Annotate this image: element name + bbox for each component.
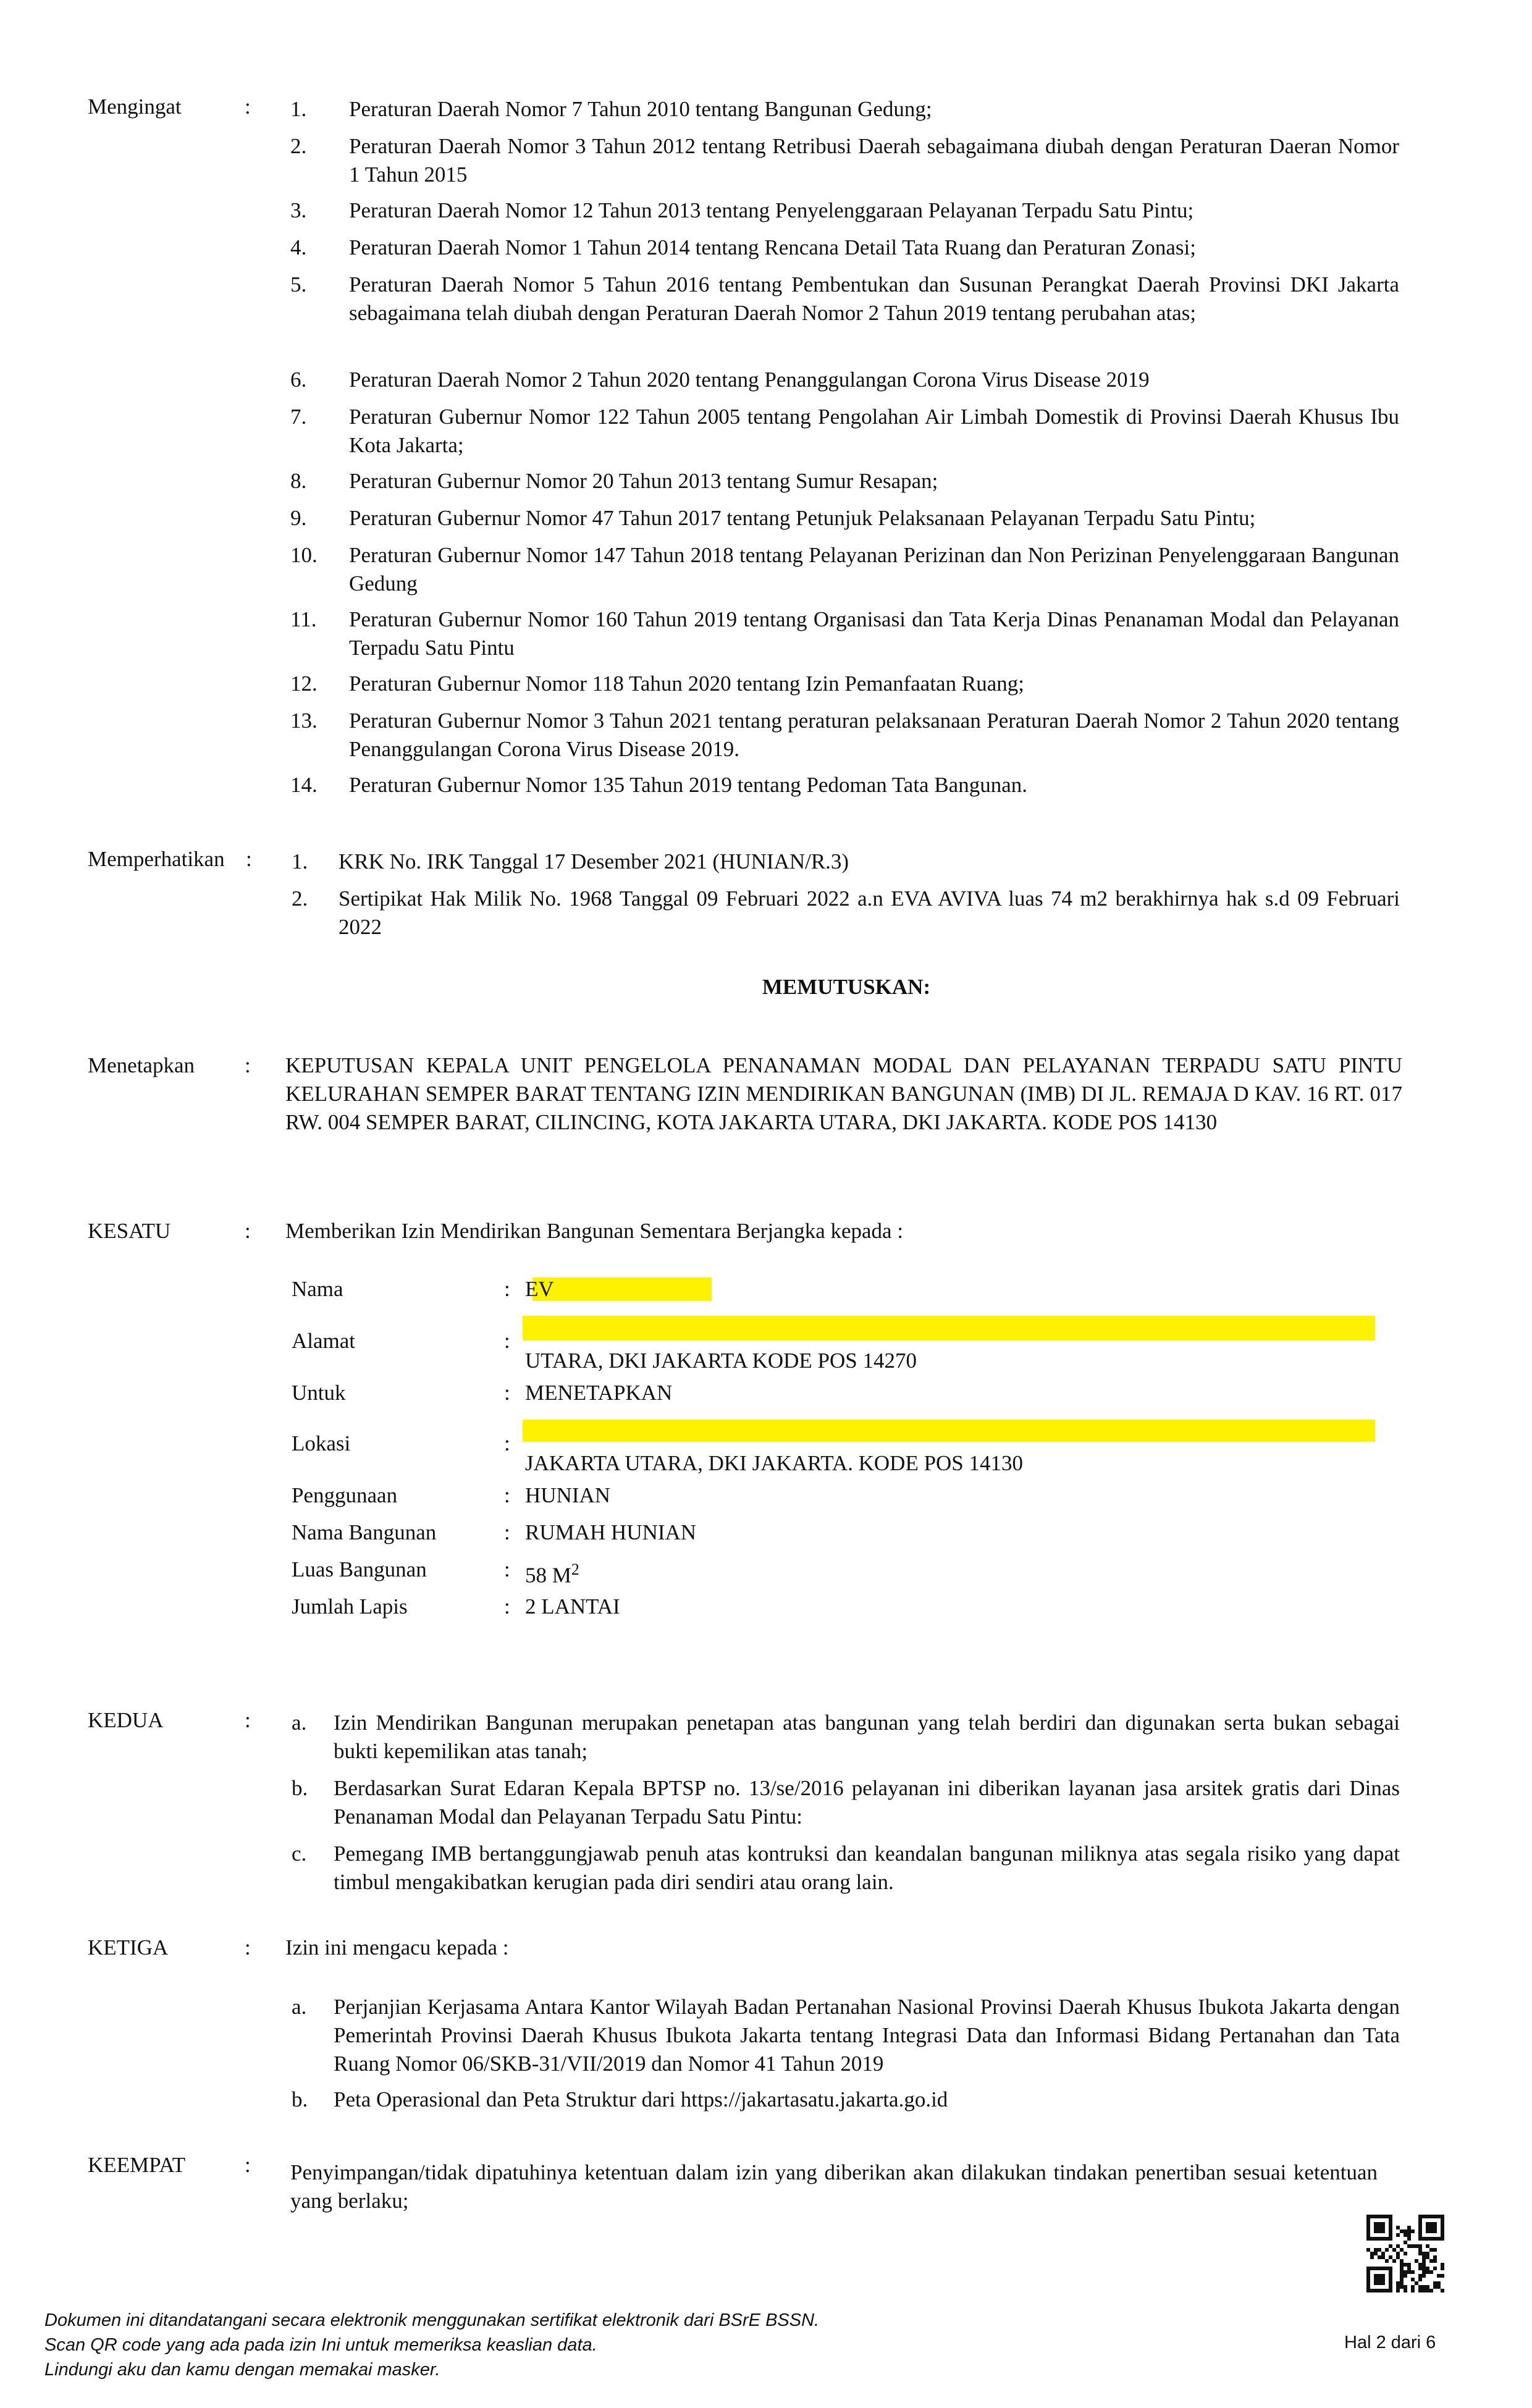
memperhatikan-colon: : [246, 847, 252, 871]
mengingat-item-text: Peraturan Daerah Nomor 7 Tahun 2010 tentang Bangunan Gedung; [349, 97, 932, 121]
field-value [525, 1449, 1023, 1478]
ketiga-intro: Izin ini mengacu kepada : [285, 1935, 509, 1960]
field-value [525, 1518, 696, 1547]
ketiga-item-text: Perjanjian Kerjasama Antara Kantor Wilayah Badan Pertanahan Nasional Provinsi Daerah Khusus Ibukota Jakarta dengan Pemerintah Provinsi Daerah Khusus Ibukota Jakarta tentang Integrasi Data dan Informasi Bidang Pertanahan dan Tata Ruang Nomor 06/SKB-31/VII/2019 dan Nomor 41 Tahun 2019 [334, 1995, 1400, 2076]
memperhatikan-item-number: 2. [292, 886, 308, 911]
mengingat-item-text: Peraturan Gubernur Nomor 47 Tahun 2017 tentang Petunjuk Pelaksanaan Pelayanan Terpadu Satu Pintu; [349, 506, 1256, 530]
kesatu-colon: : [245, 1219, 251, 1243]
field-value [525, 1275, 554, 1303]
field-label: Lokasi [292, 1431, 351, 1455]
field-colon: : [504, 1329, 510, 1353]
mengingat-item-text: Peraturan Gubernur Nomor 20 Tahun 2013 tentang Sumur Resapan; [349, 469, 938, 493]
kesatu-intro: Memberikan Izin Mendirikan Bangunan Sementara Berjangka kepada : [285, 1219, 904, 1243]
field-label: Nama Bangunan [292, 1520, 437, 1544]
ketiga-label: KETIGA [88, 1935, 169, 1960]
kedua-item-text: Berdasarkan Surat Edaran Kepala BPTSP no. 13/se/2016 pelayanan ini diberikan layanan jasa arsitek gratis dari Dinas Penanaman Modal dan Pelayanan Terpadu Satu Pintu: [334, 1776, 1400, 1829]
field-value-text: JAKARTA UTARA, DKI JAKARTA. KODE POS 14130 [525, 1451, 1024, 1475]
field-value [525, 1347, 917, 1375]
footer-line2: Scan QR code yang ada pada izin Ini untuk memeriksa keaslian data. [44, 2335, 597, 2355]
kedua-item-number: c. [292, 1842, 307, 1866]
ketiga-item-number: b. [292, 2087, 308, 2111]
field-value-text: RUMAH HUNIAN [525, 1520, 697, 1544]
field-label: Jumlah Lapis [292, 1594, 408, 1619]
mengingat-item-number: 11. [290, 607, 317, 631]
memperhatikan-item-text: Sertipikat Hak Milik No. 1968 Tanggal 09 Februari 2022 a.n EVA AVIVA luas 74 m2 berakhirnya hak s.d 09 Februari 2022 [339, 886, 1400, 939]
footer-line3: Lindungi aku dan kamu dengan memakai masker. [44, 2360, 440, 2380]
field-value-text: MENETAPKAN [525, 1381, 673, 1405]
field-value-text: 2 LANTAI [525, 1594, 620, 1619]
field-colon: : [504, 1520, 510, 1544]
menetapkan-colon: : [245, 1053, 251, 1077]
kedua-item-number: b. [292, 1776, 308, 1800]
mengingat-item-number: 3. [290, 198, 307, 222]
ketiga-colon: : [245, 1935, 251, 1960]
mengingat-item-number: 14. [290, 773, 318, 797]
field-value [525, 1379, 672, 1407]
ketiga-item-number: a. [292, 1995, 307, 2019]
field-colon: : [504, 1557, 510, 1581]
field-value-text: HUNIAN [525, 1483, 611, 1507]
mengingat-item-number: 1. [290, 97, 307, 121]
mengingat-item-text: Peraturan Gubernur Nomor 3 Tahun 2021 tentang peraturan pelaksanaan Peraturan Daerah Nomor 2 Tahun 2020 tentang Penanggulangan Corona Virus Disease 2019. [349, 709, 1399, 761]
kedua-colon: : [245, 1708, 251, 1732]
field-value [525, 1556, 579, 1590]
kedua-item-number: a. [292, 1711, 307, 1735]
memperhatikan-item-text: KRK No. IRK Tanggal 17 Desember 2021 (HUNIAN/R.3) [339, 849, 849, 874]
kedua-item-text: Izin Mendirikan Bangunan merupakan penetapan atas bangunan yang telah berdiri dan digunakan serta bukan sebagai bukti kepemilikan atas tanah; [334, 1711, 1400, 1763]
field-colon: : [504, 1381, 510, 1405]
menetapkan-text: KEPUTUSAN KEPALA UNIT PENGELOLA PENANAMAN MODAL DAN PELAYANAN TERPADU SATU PINTU KELURAHAN SEMPER BARAT TENTANG IZIN MENDIRIKAN BANGUNAN (IMB) DI JL. REMAJA D KAV. 16 RT. 017 RW. 004 SEMPER BARAT, CILINCING, KOTA JAKARTA UTARA, DKI JAKARTA. KODE POS 14130 [285, 1053, 1402, 1134]
field-value-text: EV [525, 1277, 554, 1301]
mengingat-item-number: 12. [290, 671, 318, 696]
kesatu-label: KESATU [88, 1219, 171, 1243]
memperhatikan-item-number: 1. [292, 849, 308, 874]
field-value [525, 1593, 620, 1621]
field-label: Alamat [292, 1329, 356, 1353]
footer-line1: Dokumen ini ditandatangani secara elektronik menggunakan sertifikat elektronik dari BSrE BSSN. [44, 2310, 820, 2330]
mengingat-item-text: Peraturan Daerah Nomor 1 Tahun 2014 tentang Rencana Detail Tata Ruang dan Peraturan Zonasi; [349, 235, 1196, 259]
qr-code-icon [1366, 2215, 1444, 2292]
mengingat-item-text: Peraturan Daerah Nomor 12 Tahun 2013 tentang Penyelenggaraan Pelayanan Terpadu Satu Pintu; [349, 198, 1194, 222]
keempat-colon: : [245, 2153, 251, 2177]
mengingat-item-number: 10. [290, 543, 318, 567]
mengingat-item-number: 6. [290, 368, 307, 392]
field-value [525, 1481, 610, 1510]
ketiga-item-text: Peta Operasional dan Peta Struktur dari https://jakartasatu.jakarta.go.id [334, 2087, 948, 2111]
mengingat-label: Mengingat [88, 95, 182, 119]
field-label: Nama [292, 1277, 343, 1301]
mengingat-item-text: Peraturan Daerah Nomor 2 Tahun 2020 tentang Penanggulangan Corona Virus Disease 2019 [349, 368, 1150, 392]
mengingat-item-text: Peraturan Gubernur Nomor 160 Tahun 2019 tentang Organisasi dan Tata Kerja Dinas Penanaman Modal dan Pelayanan Terpadu Satu Pintu [349, 607, 1399, 660]
field-colon: : [504, 1277, 510, 1301]
field-value-superscript: 2 [571, 1560, 579, 1578]
kedua-label: KEDUA [88, 1708, 164, 1732]
mengingat-item-number: 4. [290, 235, 307, 259]
kedua-item-text: Pemegang IMB bertanggungjawab penuh atas kontruksi dan keandalan bangunan miliknya atas segala risiko yang dapat timbul mengakibatkan kerugian pada diri sendiri atau orang lain. [334, 1842, 1400, 1894]
keempat-text: Penyimpangan/tidak dipatuhinya ketentuan dalam izin yang diberikan akan dilakukan tindakan penertiban sesuai ketentuan yang berlaku; [290, 2160, 1378, 2213]
mengingat-item-text: Peraturan Daerah Nomor 3 Tahun 2012 tentang Retribusi Daerah sebagaimana diubah dengan Peraturan Daeran Nomor 1 Tahun 2015 [349, 134, 1399, 187]
field-value-text: 58 M [525, 1563, 571, 1588]
memperhatikan-label: Memperhatikan [88, 847, 225, 871]
mengingat-item-number: 7. [290, 405, 307, 429]
mengingat-item-text: Peraturan Gubernur Nomor 118 Tahun 2020 tentang Izin Pemanfaatan Ruang; [349, 671, 1024, 696]
redaction-highlight-lokasi [523, 1420, 1375, 1442]
redaction-highlight-nama [532, 1278, 712, 1301]
mengingat-item-text: Peraturan Gubernur Nomor 135 Tahun 2019 tentang Pedoman Tata Bangunan. [349, 773, 1028, 797]
mengingat-item-text: Peraturan Gubernur Nomor 122 Tahun 2005 tentang Pengolahan Air Limbah Domestik di Provinsi Daerah Khusus Ibu Kota Jakarta; [349, 405, 1399, 457]
keempat-label: KEEMPAT [88, 2153, 186, 2177]
mengingat-colon: : [245, 95, 251, 119]
redaction-highlight-alamat [523, 1316, 1375, 1341]
field-label: Luas Bangunan [292, 1557, 427, 1581]
memutuskan-heading: MEMUTUSKAN: [762, 975, 931, 999]
field-colon: : [504, 1431, 510, 1455]
mengingat-item-number: 5. [290, 272, 307, 297]
mengingat-item-number: 8. [290, 469, 307, 493]
field-label: Penggunaan [292, 1483, 398, 1507]
mengingat-item-number: 13. [290, 709, 318, 733]
page-number: Hal 2 dari 6 [1344, 2333, 1436, 2352]
field-colon: : [504, 1483, 510, 1507]
field-value-text: UTARA, DKI JAKARTA KODE POS 14270 [525, 1349, 917, 1373]
field-colon: : [504, 1594, 510, 1619]
field-label: Untuk [292, 1381, 346, 1405]
mengingat-item-text: Peraturan Daerah Nomor 5 Tahun 2016 tentang Pembentukan dan Susunan Perangkat Daerah Provinsi DKI Jakarta sebagaimana telah diubah dengan Peraturan Daerah Nomor 2 Tahun 2019 tentang perubahan atas; [349, 272, 1399, 325]
mengingat-item-text: Peraturan Gubernur Nomor 147 Tahun 2018 tentang Pelayanan Perizinan dan Non Perizinan Penyelenggaraan Bangunan Gedung [349, 543, 1399, 596]
mengingat-item-number: 9. [290, 506, 307, 530]
menetapkan-label: Menetapkan [88, 1053, 195, 1077]
mengingat-item-number: 2. [290, 134, 307, 158]
